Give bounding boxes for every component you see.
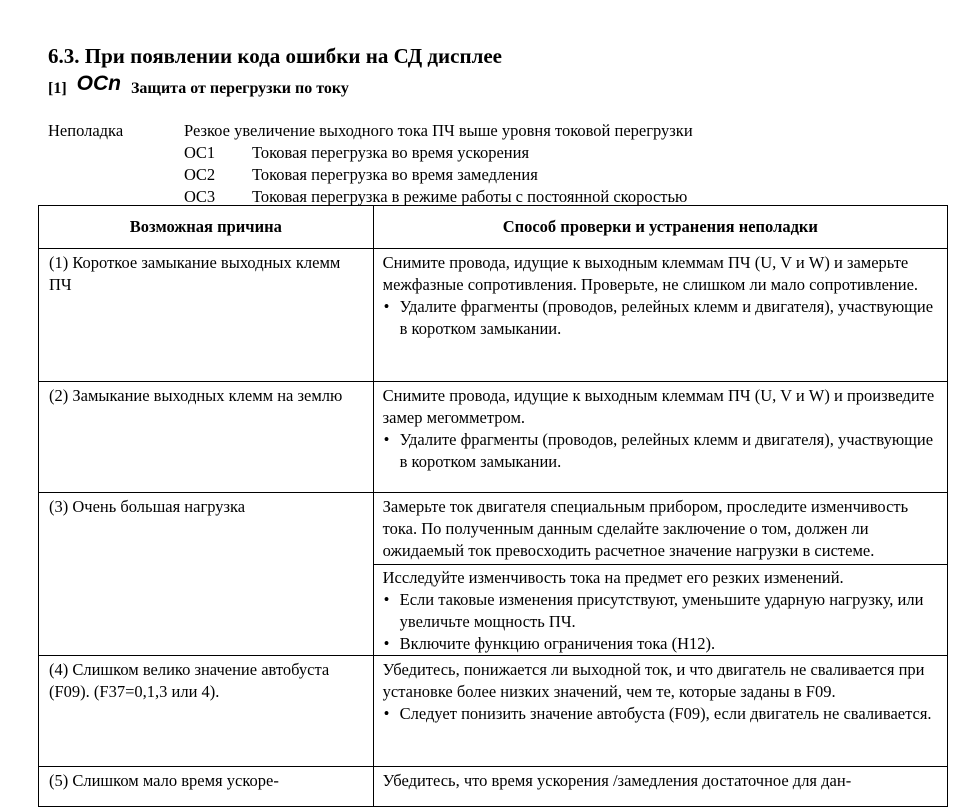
table-row: [39, 382, 948, 493]
table-row: [39, 493, 948, 656]
check-text: Снимите провода, идущие к выходным клеммам ПЧ (U, V и W) и замерьте межфазные сопротивления. Проверьте, не слишком ли мало сопротивление.: [382, 253, 919, 294]
cause-cell: (1) Короткое замыкание выходных клемм ПЧ: [49, 253, 341, 294]
fault-code-text: Токовая перегрузка в режиме работы с постоянной скоростью: [252, 187, 688, 206]
item-number: [1]: [48, 80, 67, 97]
fault-code-text: Токовая перегрузка во время ускорения: [252, 143, 530, 162]
cause-cell: (5) Слишком мало время ускоре-: [49, 771, 279, 790]
bullet-list: [383, 703, 937, 725]
troubleshooting-table: [38, 205, 948, 807]
cause-cell: (2) Замыкание выходных клемм на землю: [49, 386, 343, 405]
check-text: Снимите провода, идущие к выходным клеммам ПЧ (U, V и W) и произведите замер мегомметром.: [382, 386, 935, 427]
cause-cell: (4) Слишком велико значение автобуста (F09). (F37=0,1,3 или 4).: [49, 660, 330, 701]
bullet-item: • Включите функцию ограничения тока (H12).: [383, 633, 937, 655]
check-subsection: [374, 564, 947, 655]
fault-description: Резкое увеличение выходного тока ПЧ выше уровня токовой перегрузки: [184, 121, 693, 140]
check-text: Убедитесь, что время ускорения /замедления достаточное для дан-: [382, 771, 852, 790]
bullet-item: • Удалите фрагменты (проводов, релейных клемм и двигателя), участвующие в коротком замыкании.: [383, 429, 937, 473]
fault-code: OC2: [184, 165, 216, 184]
fault-code: OC1: [184, 143, 216, 162]
bullet-list: [383, 429, 937, 473]
error-code-display: OCn: [76, 72, 121, 95]
check-text: Замерьте ток двигателя специальным прибором, проследите изменчивость тока. По полученным данным сделайте заключение о том, должен ли ожидаемый ток превосходить расчетное значение нагрузки в системе.: [382, 497, 909, 560]
section-title: 6.3. При появлении кода ошибки на СД дисплее: [48, 44, 502, 68]
bullet-item: • Если таковые изменения присутствуют, уменьшите ударную нагрузку, или увеличьте мощность ПЧ.: [383, 589, 937, 633]
check-text-2: Исследуйте изменчивость тока на предмет его резких изменений.: [382, 568, 844, 587]
fault-code-row: [48, 142, 693, 164]
bullet-item: • Следует понизить значение автобуста (F09), если двигатель не сваливается.: [383, 703, 937, 725]
fault-label: Неполадка: [48, 121, 124, 140]
bullet-list: [383, 296, 937, 340]
header-check: Способ проверки и устранения неполадки: [373, 206, 947, 249]
fault-code-row: [48, 164, 693, 186]
item-title: Защита от перегрузки по току: [130, 80, 349, 97]
cause-cell: (3) Очень большая нагрузка: [49, 497, 246, 516]
item-heading: [48, 72, 349, 99]
check-text: Убедитесь, понижается ли выходной ток, и что двигатель не сваливается при установке более низких значений, чем те, которые заданы в F09.: [382, 660, 925, 701]
fault-block: [48, 120, 693, 208]
header-cause: Возможная причина: [39, 206, 374, 249]
fault-code: OC3: [184, 187, 216, 206]
bullet-item: • Удалите фрагменты (проводов, релейных клемм и двигателя), участвующие в коротком замыкании.: [383, 296, 937, 340]
fault-code-text: Токовая перегрузка во время замедления: [252, 165, 538, 184]
table-row: [39, 767, 948, 807]
table-header-row: [39, 206, 948, 249]
table-row: [39, 249, 948, 382]
table-row: [39, 656, 948, 767]
bullet-list: [383, 589, 937, 655]
